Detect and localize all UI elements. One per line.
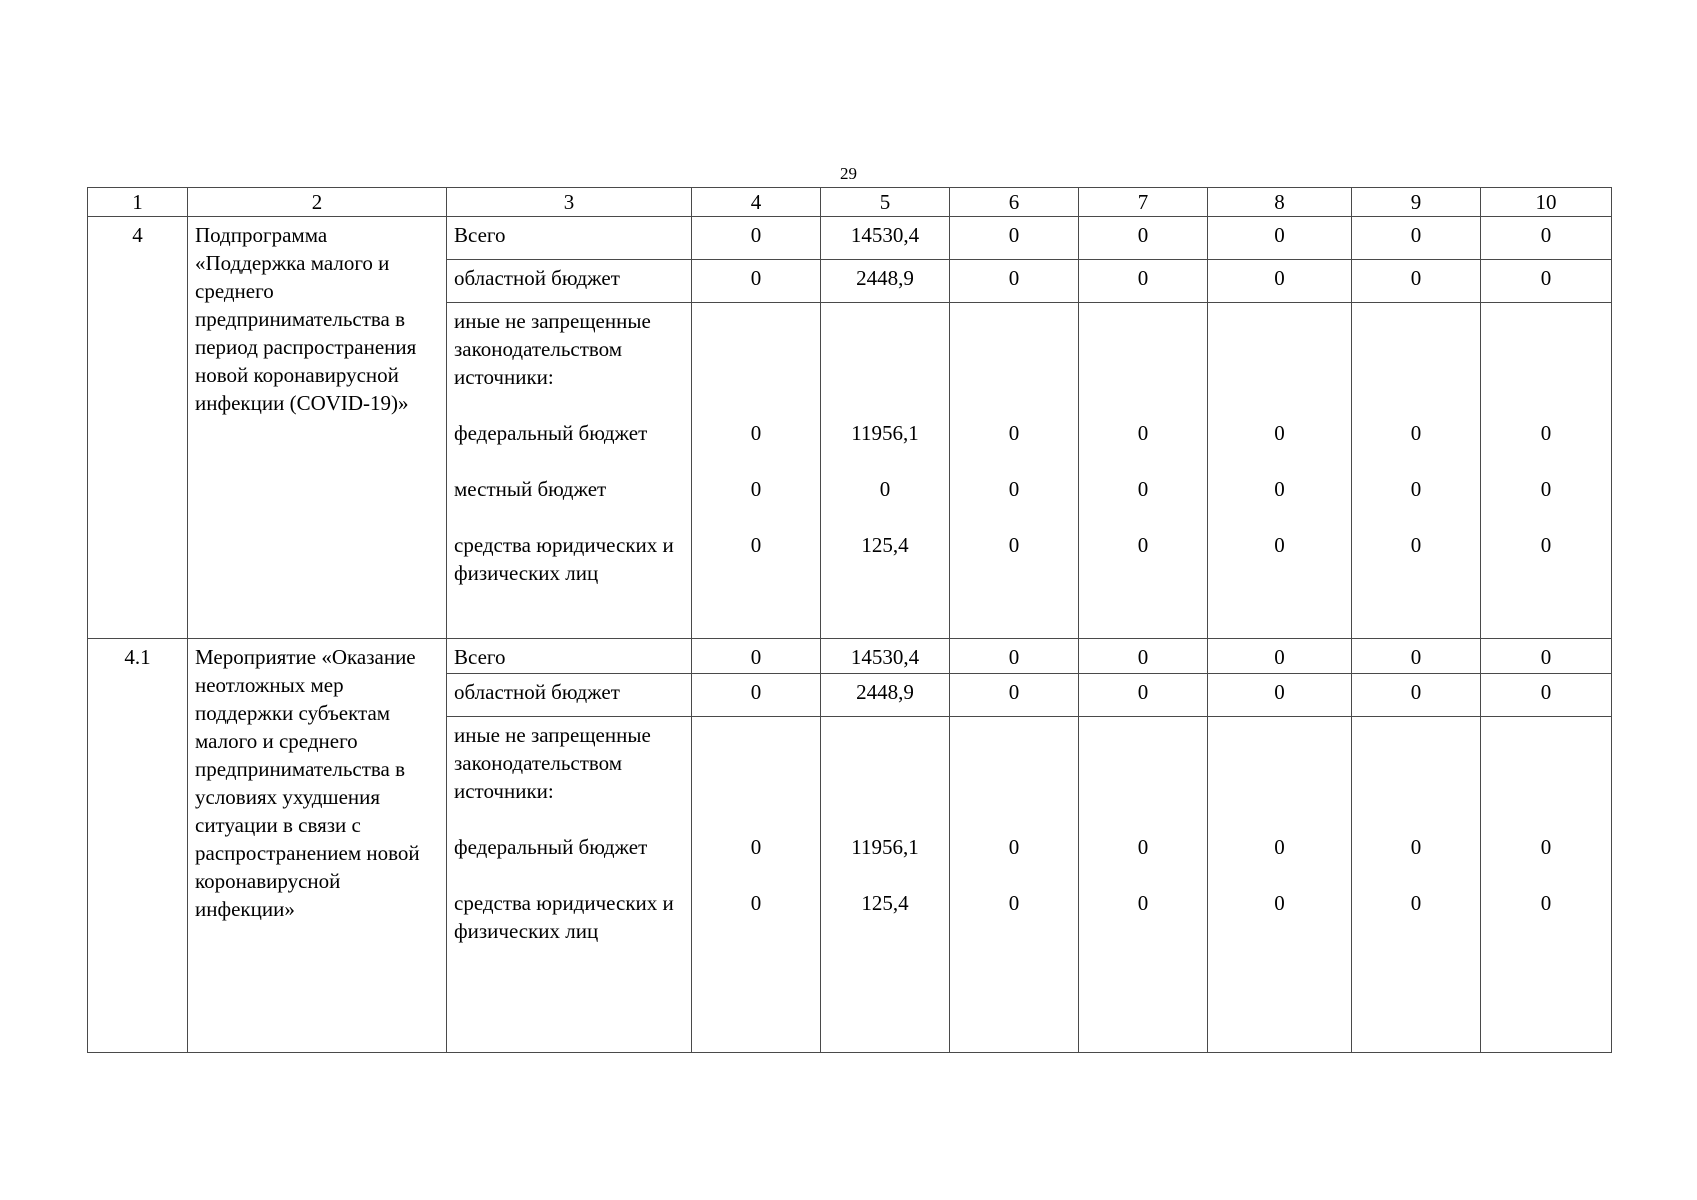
value-column [1352, 717, 1481, 1053]
value-column [950, 717, 1079, 1053]
header-cell: 7 [1079, 188, 1208, 217]
source-cell [447, 717, 692, 1053]
table-row [88, 217, 1612, 260]
value-cell: 14530,4 [821, 217, 950, 260]
header-cell: 10 [1481, 188, 1612, 217]
value-cell: 0 [1274, 533, 1285, 557]
value-cell: 0 [1540, 477, 1552, 501]
value-cell: 0 [1410, 835, 1422, 859]
value-cell: 125,4 [861, 891, 909, 915]
value-column [692, 303, 821, 639]
value-column [821, 303, 950, 639]
value-cell: 0 [750, 477, 762, 501]
value-cell: 0 [1208, 639, 1352, 674]
value-cell: 0 [1079, 260, 1208, 303]
value-column [1352, 303, 1481, 639]
value-cell: 0 [879, 477, 891, 501]
source-label: федеральный бюджет [454, 835, 648, 859]
source-label: областной бюджет [447, 260, 692, 303]
value-column [1208, 303, 1352, 639]
header-cell: 6 [950, 188, 1079, 217]
value-cell: 0 [1481, 674, 1612, 717]
value-cell: 0 [1274, 477, 1285, 501]
value-column [1481, 303, 1612, 639]
value-cell: 0 [1008, 421, 1020, 445]
value-cell: 0 [950, 674, 1079, 717]
value-cell: 0 [1540, 835, 1552, 859]
value-column [692, 717, 821, 1053]
source-cell [447, 303, 692, 639]
value-cell: 125,4 [861, 533, 909, 557]
value-column [821, 717, 950, 1053]
value-cell: 0 [1540, 421, 1552, 445]
source-label: местный бюджет [454, 477, 607, 501]
row-number: 4 [88, 217, 188, 639]
value-cell: 0 [1352, 639, 1481, 674]
value-cell: 0 [1137, 533, 1149, 557]
source-label: федеральный бюджет [454, 421, 648, 445]
page-number: 29 [840, 164, 857, 183]
source-label: областной бюджет [447, 674, 692, 717]
value-cell: 0 [1274, 891, 1285, 915]
value-cell: 0 [1410, 477, 1422, 501]
value-cell: 0 [950, 217, 1079, 260]
value-cell: 0 [950, 260, 1079, 303]
table-row [88, 639, 1612, 674]
header-row [88, 188, 1612, 217]
header-cell: 5 [821, 188, 950, 217]
value-column [1208, 717, 1352, 1053]
header-cell: 1 [88, 188, 188, 217]
value-column [1481, 717, 1612, 1053]
value-cell: 0 [692, 260, 821, 303]
other-sources-heading: иные не запрещенные законодательством источники: [454, 723, 651, 803]
value-cell: 0 [1008, 835, 1020, 859]
value-column [1079, 303, 1208, 639]
value-cell: 0 [1352, 217, 1481, 260]
other-sources-heading: иные не запрещенные законодательством источники: [454, 309, 651, 389]
value-cell: 0 [1137, 421, 1149, 445]
value-cell: 0 [1352, 260, 1481, 303]
source-label: средства юридических и физических лиц [454, 891, 674, 943]
value-cell: 0 [1079, 674, 1208, 717]
value-cell: 0 [750, 533, 762, 557]
header-cell: 8 [1208, 188, 1352, 217]
value-cell: 0 [692, 674, 821, 717]
financing-table [87, 187, 1612, 1053]
value-cell: 0 [1208, 674, 1352, 717]
value-cell: 0 [692, 639, 821, 674]
value-cell: 0 [1137, 477, 1149, 501]
value-cell: 0 [1410, 891, 1422, 915]
value-cell: 11956,1 [851, 835, 919, 859]
value-column [950, 303, 1079, 639]
value-cell: 0 [1274, 421, 1285, 445]
value-cell: 0 [1410, 421, 1422, 445]
value-cell: 11956,1 [851, 421, 919, 445]
value-cell: 0 [1352, 674, 1481, 717]
header-cell: 4 [692, 188, 821, 217]
value-cell: 0 [1481, 217, 1612, 260]
value-cell: 0 [750, 835, 762, 859]
value-cell: 0 [950, 639, 1079, 674]
header-cell: 3 [447, 188, 692, 217]
value-cell: 0 [1208, 260, 1352, 303]
value-cell: 0 [1079, 639, 1208, 674]
value-cell: 2448,9 [821, 260, 950, 303]
value-cell: 0 [1540, 891, 1552, 915]
activity-name: Мероприятие «Оказание неотложных мер поддержки субъектам малого и среднего предпринимательства в условиях ухудшения ситуации в связи с распространением новой коронавирусной инфекции» [188, 639, 447, 1053]
value-cell: 0 [1208, 217, 1352, 260]
value-cell: 0 [1137, 835, 1149, 859]
value-cell: 0 [1481, 260, 1612, 303]
value-cell: 14530,4 [821, 639, 950, 674]
source-label: Всего [447, 639, 692, 674]
value-cell: 0 [1410, 533, 1422, 557]
value-cell: 0 [1079, 217, 1208, 260]
value-cell: 2448,9 [821, 674, 950, 717]
source-label: средства юридических и физических лиц [454, 533, 674, 585]
value-column [1079, 717, 1208, 1053]
value-cell: 0 [1008, 477, 1020, 501]
header-cell: 9 [1352, 188, 1481, 217]
value-cell: 0 [750, 891, 762, 915]
value-cell: 0 [1008, 891, 1020, 915]
value-cell: 0 [750, 421, 762, 445]
source-label: Всего [447, 217, 692, 260]
value-cell: 0 [1481, 639, 1612, 674]
row-number: 4.1 [88, 639, 188, 1053]
value-cell: 0 [1008, 533, 1020, 557]
value-cell: 0 [1540, 533, 1552, 557]
value-cell: 0 [1274, 835, 1285, 859]
program-name: Подпрограмма «Поддержка малого и среднего предпринимательства в период распространения новой коронавирусной инфекции (COVID-19)» [188, 217, 447, 639]
value-cell: 0 [692, 217, 821, 260]
header-cell: 2 [188, 188, 447, 217]
value-cell: 0 [1137, 891, 1149, 915]
